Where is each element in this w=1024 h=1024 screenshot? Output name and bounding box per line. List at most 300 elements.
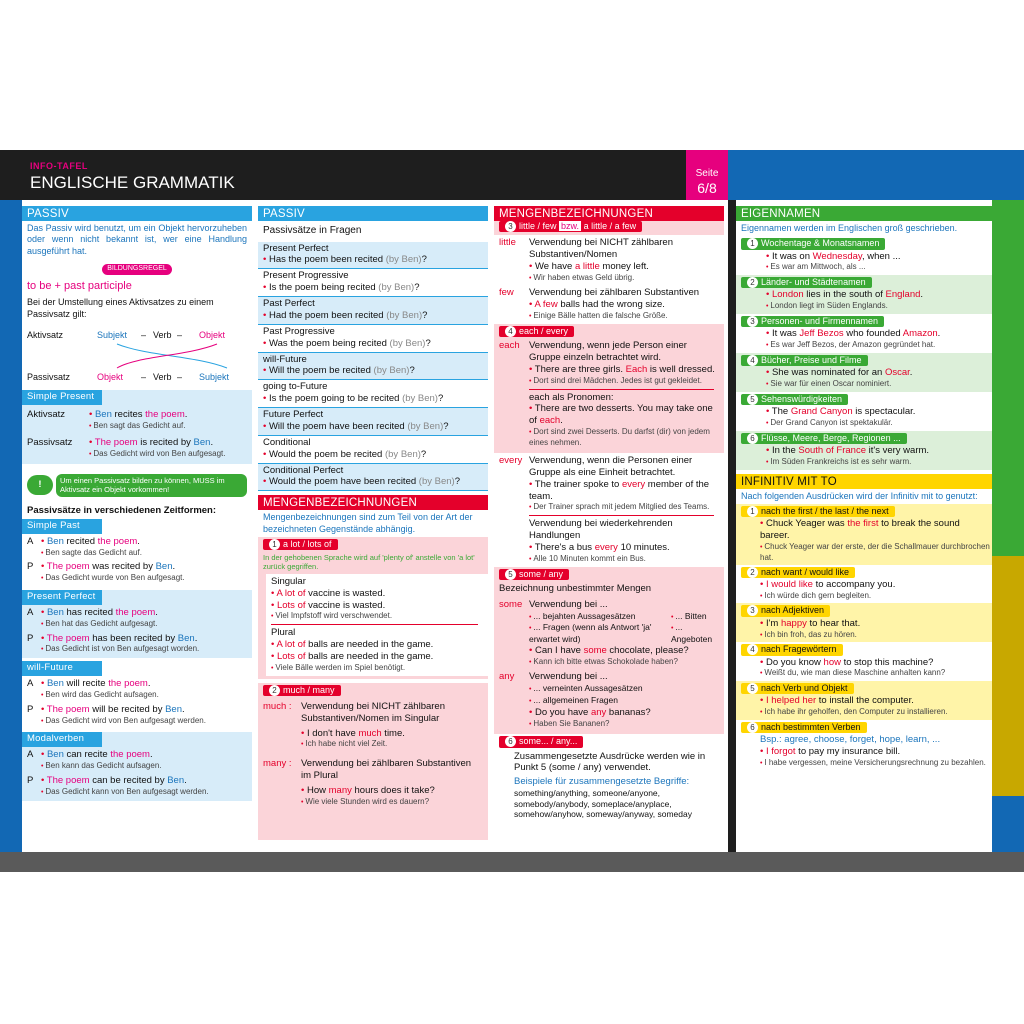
proper-noun-group [736,431,992,470]
question-agent: (by Ben) [378,282,415,294]
sp-passiv-end: . [210,437,214,449]
group-ex-c: , when ... [861,250,901,262]
compound-examples-title: Beispiele für zusammengesetzte Begriffe: [514,776,690,788]
rule-formula: to be + past participle [27,279,132,292]
infinitive-tag [741,722,867,733]
little-ex-c: money left. [599,260,649,272]
tense-verb: can recite [63,749,111,761]
tense-translation: • Das Gedicht ist von Ben aufgesagt worden. [41,644,199,655]
question-agent: (by Ben) [407,420,444,432]
little-de: • Wir haben etwas Geld übrig. [529,273,719,284]
tense-p-letter: P [27,775,34,786]
tense-translation: • Ben kann das Gedicht aufsagen. [41,761,162,772]
question-mark: ? [454,476,460,488]
infinitive-group [736,642,992,681]
tense-p-row [22,631,252,657]
tense-dot: . [184,775,187,786]
exclamation-icon: ! [27,475,53,495]
each-de: • Dort sind drei Mädchen. Jedes ist gut gekleidet. [529,376,719,387]
infinitive-group [736,504,992,565]
little-ex-a: We have [534,260,575,272]
questions-subtitle: Passivsätze in Fragen [263,225,362,236]
tense-block [22,732,252,800]
infinitive-translation: • Weißt du, wie man diese Maschine anhalten kann? [736,668,992,679]
question-tense: will-Future [263,353,307,365]
many-ex-a: How [306,784,329,796]
group-example [736,406,992,418]
inf-ex-c: to accompany you. [812,578,896,590]
passiv-label: Passivsatz [27,371,71,382]
infinitive-group [736,565,992,604]
tense-verb: was recited by [89,561,156,573]
much-title: much / many [283,684,335,695]
sp-passiv-subject: • The poem [89,437,138,448]
sp-aktiv-label: Aktivsatz [27,408,66,420]
each-ex-c: is well dressed. [647,363,715,375]
group-ex-c: is spectacular. [852,406,916,417]
question-mark: ? [414,282,420,294]
proper-noun-groups [736,236,992,469]
any-b2: • ... allgemeinen Fragen [529,695,651,707]
infinitive-example [736,695,992,707]
some-ex-b: some [583,644,607,656]
little-bzw: bzw. [561,221,580,231]
some-number: 5 [505,569,516,580]
lot-de2: • Viele Bälle werden im Spiel benötigt. [271,663,483,674]
question-agent: (by Ben) [418,476,455,488]
inf-ex-c: to break the sound bareer. [760,518,960,541]
each-ex2-b: each [539,415,561,427]
tense-verb: can be recited by [89,775,168,786]
diagram-verb-bottom: Verb [153,371,172,382]
compound-intro: Zusammengesetzte Ausdrücke werden wie in Punkt 5 (some / any) verwendet. [514,750,706,774]
lot-block [258,537,488,679]
group-title: Flüsse, Meere, Berge, Regionen ... [761,432,901,443]
infinitive-title: nach Adjektiven [761,605,825,616]
question-sentence [263,338,483,350]
question-sentence [263,365,483,377]
diagram-dash: – [177,329,183,340]
question-tense: Past Perfect [263,298,315,309]
much-ex-a: I don't have [306,727,359,739]
little-title2: a little / a few [583,221,637,231]
question-mark: ? [421,254,427,266]
group-number: 1 [747,238,758,249]
question-mark: ? [437,393,444,405]
page-number: 6/8 [697,180,717,196]
diagram-dash: – [141,329,147,340]
tense-verb: will recite [63,678,109,690]
tense-subject: The poem [46,775,90,786]
question-text: Was the poem being recited [268,337,387,349]
infinitive-number: 3 [747,605,758,616]
group-ex-a: In the [771,444,799,456]
some-title: some / any [519,568,564,579]
tense-tag: Simple Past [22,519,102,534]
infinitive-title: nach bestimmten Verben [761,722,861,732]
rule-tag: BILDUNGSREGEL [102,264,172,275]
group-ex-e: . [920,289,924,301]
lot-ex1-b: vaccine is wasted. [305,587,386,599]
compound-number: 6 [505,736,516,747]
infinitive-example [736,518,992,542]
tense-subject: The poem [46,703,90,715]
group-title: Bücher, Preise und Filme [761,354,862,365]
tense-a-content [41,678,159,701]
tense-block [22,661,252,729]
group-ex-d: Amazon [902,328,938,340]
group-title: Wochentage & Monatsnamen [761,238,880,249]
infinitive-example [736,746,992,758]
little-title: little / few [519,221,557,231]
column-mengen [494,206,724,852]
group-title: Personen- und Firmennamen [761,316,879,326]
group-ex-a: She was nominated for an [771,367,885,379]
question-text: Had the poem been recited [268,309,384,321]
tense-a-row [22,534,252,560]
lot-de1: • Viel Impfstoff wird verschwendet. [271,611,483,622]
question-tense: Conditional Perfect [263,464,344,476]
tense-tag: Present Perfect [22,590,102,605]
tense-p-sentence [41,633,199,645]
group-translation: • Der Grand Canyon ist spektakulär. [736,418,992,429]
group-ex-c: lies in the south of [803,289,886,301]
infinitive-title: nach Fragewörtern [761,644,837,655]
some-intro: Bezeichnung unbestimmter Mengen [499,582,652,594]
sp-passiv-object: Ben [193,437,211,449]
tense-block [22,590,252,658]
mengen-intro: Mengenbezeichnungen sind zum Teil von der Art der bezeichneten Gegenstände abhängig. [263,512,473,534]
right-green-segment [992,200,1024,556]
tense-a-sentence [41,678,159,690]
many-ex-b: many [328,784,352,796]
question-text: Is the poem being recited [268,282,376,294]
infinitive-tag [741,567,855,578]
tense-a-letter: A [27,606,34,618]
section-header-infinitiv: INFINITIV MIT TO [736,474,992,489]
question-tense: Present Perfect [263,242,329,254]
proper-noun-group [736,314,992,353]
question-tense: Present Progressive [263,270,349,282]
inf-ex-b: I helped her [765,695,817,707]
many-de: • Wie viele Stunden wird es dauern? [301,797,483,808]
infinitive-group [736,603,992,642]
plural-label: Plural [271,627,296,639]
question-item [258,269,488,297]
swap-arrows [107,342,237,370]
each-ex-b: Each [625,363,648,375]
diagram-objekt-top: Objekt [199,329,226,340]
tense-p-sentence [41,775,209,787]
column-passiv [22,206,252,852]
many-ex-c: hours does it take? [351,784,435,796]
sp-passiv-verb: is recited by [137,437,194,449]
any-ex-c: bananas? [606,706,651,718]
page-indicator [686,150,728,200]
tense-p-letter: P [27,561,34,573]
tense-block [22,519,252,587]
sheet-title: ENGLISCHE GRAMMATIK [30,173,235,192]
infinitive-number: 1 [747,506,758,517]
group-title: Sehenswürdigkeiten [761,393,843,404]
tense-p-letter: P [27,703,34,715]
each-label: each [499,340,520,352]
question-item [258,464,488,492]
any-de: • Haben Sie Bananen? [529,719,651,730]
tense-translation: • Ben sagte das Gedicht auf. [41,548,142,559]
tense-translation: • Das Gedicht wurde von Ben aufgesagt. [41,573,185,584]
tense-a-sentence [41,749,162,761]
infinitive-number: 6 [747,722,758,733]
some-ex-c: chocolate, please? [606,644,689,656]
aktiv-label: Aktivsatz [27,329,64,340]
inf-ex-c: to pay my insurance bill. [795,746,901,758]
inf-ex-a: Do you know [765,656,824,668]
question-item [258,325,488,353]
sp-aktiv-translation: • Ben sagt das Gedicht auf. [89,421,187,432]
tense-subject: The poem [46,561,90,573]
any-b1: • ... verneinten Aussagesätzen [529,683,651,695]
inf-ex-a: I'm [765,617,781,629]
sp-aktiv-end: . [184,408,188,420]
simple-present-tag: Simple Present [22,390,102,405]
group-tag [741,394,848,405]
tense-a-letter: A [27,678,34,690]
group-ex-c: . [909,367,913,379]
each-number: 4 [505,326,516,337]
sp-aktiv-verb: recites [111,408,146,420]
tense-object: Ben [177,632,195,644]
tense-verb: has been recited by [89,632,178,644]
tense-tag: Modalverben [22,732,102,747]
tense-object: the poem [108,678,148,690]
group-tag [741,355,868,366]
sp-passiv-label: Passivsatz [27,437,73,449]
proper-noun-group [736,275,992,314]
tense-object: Ben [165,703,182,715]
some-ex-a: Can I have [534,644,584,656]
right-gold-segment [992,556,1024,796]
group-ex-c: it's very warm. [866,444,930,456]
inf-ex-c: to stop this machine? [840,656,934,668]
question-tense: Past Progressive [263,325,335,337]
every-text: Verwendung, wenn die Personen einer Gruppe als eine Einheit betrachtet. [529,454,693,478]
infinitive-example [736,657,992,669]
group-number: 3 [747,316,758,327]
question-mark: ? [409,365,415,377]
group-tag [741,316,884,327]
section-header-passiv: PASSIV [22,206,252,221]
group-translation: • Sie war für einen Oscar nominiert. [736,379,992,390]
group-translation: • Im Süden Frankreichs ist es sehr warm. [736,457,992,468]
question-text: Would the poem be recited [268,448,383,460]
section-header-mengen: MENGENBEZEICHNUNGEN [258,495,488,510]
inf-ex-b: the first [847,518,879,529]
tense-p-sentence [41,704,206,716]
question-agent: (by Ben) [385,254,422,266]
every-text2: Verwendung bei wiederkehrenden Handlungen [529,518,673,541]
every-ex-c: member of the team. [529,478,710,502]
diagram-dash: – [177,371,183,382]
tense-p-content [41,633,199,656]
each-ex-a: There are three girls. [534,363,626,375]
passiv-intro: Das Passiv wird benutzt, um ein Objekt hervorzuheben oder wenn nicht bekannt ist, wer eine Handlung ausgeführt hat. [27,223,247,256]
tense-subject: Ben [46,535,64,547]
tense-verb: will be recited by [89,703,166,715]
group-example [736,367,992,379]
lot-number: 1 [269,539,280,550]
question-agent: (by Ben) [389,337,426,349]
much-text: Verwendung bei NICHT zählbaren Substantiven/Nomen im Singular [301,700,445,724]
eigennamen-intro: Eigennamen werden im Englischen groß geschrieben. [741,223,958,233]
group-tag [741,277,872,288]
group-ex-e: . [937,328,941,340]
singular-label: Singular [271,575,306,587]
simple-present-block [22,390,252,464]
infinitive-group [736,720,992,771]
some-text: Verwendung bei ... [529,598,608,610]
tense-a-content [41,749,162,772]
infinitive-number: 2 [747,567,758,578]
tense-a-content [41,536,142,559]
section-header-eigennamen: EIGENNAMEN [736,206,992,221]
few-de: • Einige Bälle hatten die falsche Größe. [529,311,699,322]
tense-object: the poem [110,749,150,761]
lot-ex2-b: vaccine is wasted. [305,599,386,611]
infinitive-title: nach want / would like [761,566,850,577]
group-ex-b: Grand Canyon [790,406,853,417]
many-text: Verwendung bei zählbaren Substantiven im Plural [301,758,472,781]
inf-ex-c: to hear that. [806,617,861,629]
any-text: Verwendung bei ... [529,671,608,683]
some-b4: • ... Angeboten [671,622,719,644]
tense-dot: . [149,749,153,761]
top-right-band [728,150,1024,200]
question-sentence [263,449,483,461]
group-translation: • Es war am Mittwoch, als ... [736,262,992,273]
each-ex2-a: There are two desserts. You may take one of [529,403,713,427]
tense-p-row [22,702,252,728]
tense-object: the poem [115,606,156,618]
lot-ex1-a: A lot of [276,587,306,599]
question-item [258,297,488,325]
sp-aktiv-subject: • Ben [89,409,112,420]
infinitive-tag [741,506,895,517]
sp-aktiv-object: the poem [145,408,185,420]
each-ex2-c: . [560,415,563,427]
info-sheet [0,150,1024,872]
tense-verb: has recited [63,606,116,618]
group-ex-d: England [885,289,921,301]
infinitive-translation: • I habe vergessen, meine Versicherungsrechnung zu bezahlen. [736,758,992,769]
infinitive-title: nach the first / the last / the next [761,505,889,516]
group-ex-b: Jeff Bezos [799,328,844,340]
group-translation: • Es war Jeff Bezos, der Amazon gegründet hat. [736,340,992,351]
tense-p-content [41,704,206,727]
each-de2: • Dort sind zwei Desserts. Du darfst (dir) von jedem eines nehmen. [529,427,719,448]
group-title: Länder- und Städtenamen [761,277,866,288]
infinitive-group [736,681,992,720]
group-number: 6 [747,433,758,444]
few-ex-a: A few [534,299,558,311]
inf-ex-b: how [823,656,841,668]
much-number: 2 [269,685,280,696]
tense-subject: Ben [46,606,64,618]
proper-noun-group [736,353,992,392]
little-label: little [499,237,516,248]
group-example [736,289,992,301]
group-ex-c: who founded [843,328,903,340]
tense-a-row [22,676,252,702]
much-ex-c: time. [381,727,405,739]
tense-a-row [22,747,252,773]
much-label: much : [263,700,292,712]
tense-subject: Ben [46,678,64,690]
lot-ex3-a: A lot of [276,639,306,650]
conversion-diagram [27,324,247,388]
tense-a-sentence [41,536,142,548]
group-example [736,328,992,340]
question-text: Will the poem be recited [268,365,371,377]
infinitive-example [736,618,992,630]
few-text: Verwendung bei zählbaren Substantiven [529,287,700,299]
tense-translation: • Das Gedicht wird von Ben aufgesagt werden. [41,716,206,727]
some-b1: • ... bejahten Aussagesätzen [529,611,671,623]
group-example [736,251,992,263]
infinitive-groups [736,504,992,771]
tense-translation: • Das Gedicht kann von Ben aufgesagt werden. [41,787,209,798]
group-example [736,445,992,457]
question-sentence [263,254,483,266]
question-mark: ? [422,309,428,321]
group-number: 2 [747,277,758,288]
tense-tag: will-Future [22,661,102,676]
tense-object: Ben [167,775,185,786]
tense-dot: . [155,606,158,618]
little-ex-b: a little [574,260,600,272]
question-item [258,436,488,464]
forms-title: Passivsätze in verschiedenen Zeitformen: [27,504,217,516]
inf-ex-b: I forgot [765,746,796,758]
column-passiv-fragen [258,206,488,852]
tense-p-content [41,775,209,798]
every-de: • Der Trainer sprach mit jedem Mitglied des Teams. [529,502,719,513]
question-item [258,242,488,270]
some-any-block [494,567,724,735]
tense-a-content [41,607,158,630]
note-box [27,474,247,497]
group-number: 5 [747,394,758,405]
infinitive-example [736,579,992,591]
page-label: Seite [695,168,719,179]
few-ex-b: balls had the wrong size. [557,299,665,311]
lot-note: In der gehobenen Sprache wird auf 'plenty of' anstelle von 'a lot' zurück gegriffen. [263,553,475,572]
every-ex2-a: There's a bus [534,541,595,553]
tense-a-sentence [41,607,158,619]
tense-p-sentence [41,561,185,573]
every-label: every [499,454,523,466]
question-sentence [263,421,483,433]
little-text: Verwendung bei NICHT zählbaren Substantiven/Nomen [529,237,673,260]
tense-verb: recited [63,535,98,547]
much-many-block [258,683,488,840]
any-ex-b: any [590,706,607,718]
column-eigennamen [736,206,992,852]
tense-dot: . [182,703,185,715]
proper-noun-group [736,392,992,431]
question-text: Is the poem going to be recited [268,393,400,405]
tense-subject: The poem [46,632,90,644]
